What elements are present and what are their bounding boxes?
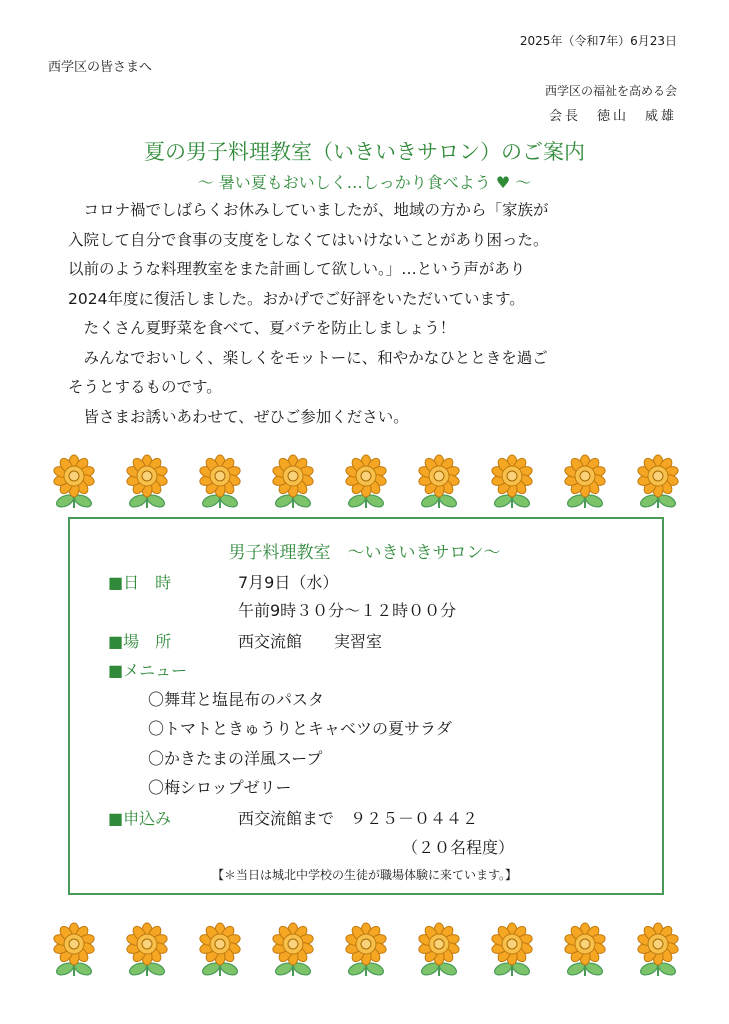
place-row xyxy=(108,629,171,652)
heart-icon: ♥ xyxy=(495,173,511,192)
menu-row xyxy=(108,658,187,681)
body-line: 入院して自分で食事の支度をしなくてはいけないことがあり困った。 xyxy=(68,230,549,249)
chair-name: 会長 徳山 威雄 xyxy=(548,109,677,124)
capacity: （２０名程度） xyxy=(402,838,515,857)
sunflower-icon xyxy=(632,454,684,510)
sunflower-icon xyxy=(486,922,538,978)
date-value: 7月9日（水） xyxy=(238,573,339,592)
event-title: 男子料理教室 ～いきいきサロン～ xyxy=(228,543,501,563)
body-line: 皆さまお誘いあわせて、ぜひご参加ください。 xyxy=(68,407,409,426)
body-text xyxy=(68,196,668,432)
sunflower-icon xyxy=(121,922,173,978)
body-line: たくさん夏野菜を食べて、夏バテを防止しましょう！ xyxy=(68,319,456,337)
sunflower-icon xyxy=(48,454,100,510)
sunflower-border-bottom xyxy=(48,922,684,978)
subtitle-text: ～ 暑い夏もおいしく…しっかり食べよう xyxy=(197,173,491,192)
sunflower-icon xyxy=(267,454,319,510)
recipient: 西学区の皆さまへ xyxy=(48,60,153,75)
menu-item: 〇梅シロップゼリー xyxy=(148,778,292,797)
sunflower-icon xyxy=(340,922,392,978)
body-line: みんなでおいしく、楽しくをモットーに、和やかなひとときを過ご xyxy=(68,348,548,367)
apply-value: 西交流館まで ９２５－０４４２ xyxy=(238,809,479,828)
apply-row xyxy=(108,806,171,829)
sunflower-icon xyxy=(413,922,465,978)
sunflower-icon xyxy=(194,454,246,510)
square-bullet-icon: ■ xyxy=(108,573,124,592)
body-line: 以前のような料理教室をまた計画して欲しい。」…という声があり xyxy=(68,260,526,278)
sunflower-icon xyxy=(121,454,173,510)
body-line: 2024年度に復活しました。おかげでご好評をいただいています。 xyxy=(68,289,525,308)
square-bullet-icon: ■ xyxy=(108,632,124,651)
sunflower-icon xyxy=(632,922,684,978)
body-line: コロナ禍でしばらくお休みしていましたが、地域の方から「家族が xyxy=(68,201,549,219)
page-subtitle xyxy=(0,170,729,193)
place-value: 西交流館 実習室 xyxy=(238,632,383,651)
place-label: 場 所 xyxy=(123,632,172,651)
time-value: 午前9時３０分～１２時００分 xyxy=(238,601,457,620)
sunflower-icon xyxy=(267,922,319,978)
menu-item: 〇かきたまの洋風スープ xyxy=(148,749,323,768)
sunflower-border-top xyxy=(48,454,684,510)
sunflower-icon xyxy=(194,922,246,978)
square-bullet-icon: ■ xyxy=(108,809,124,828)
sunflower-icon xyxy=(559,922,611,978)
sunflower-icon xyxy=(413,454,465,510)
page-title: 夏の男子料理教室（いきいきサロン）のご案内 xyxy=(144,140,585,164)
subtitle-end: ～ xyxy=(515,173,532,192)
date-label: 日 時 xyxy=(123,573,172,592)
sunflower-icon xyxy=(340,454,392,510)
date-row xyxy=(108,570,171,593)
sunflower-icon xyxy=(48,922,100,978)
square-bullet-icon: ■ xyxy=(108,661,124,680)
menu-item: 〇トマトときゅうりとキャベツの夏サラダ xyxy=(148,719,452,738)
menu-label: メニュー xyxy=(123,661,188,680)
apply-label: 申込み xyxy=(123,809,172,828)
event-note: 【＊当日は城北中学校の生徒が職場体験に来ています。】 xyxy=(211,868,518,882)
organization-name: 西学区の福祉を高める会 xyxy=(544,84,677,98)
document-date: 2025年（令和7年）6月23日 xyxy=(519,34,677,48)
menu-item: 〇舞茸と塩昆布のパスタ xyxy=(148,690,325,709)
body-line: そうとするものです。 xyxy=(68,378,222,396)
sunflower-icon xyxy=(559,454,611,510)
sunflower-icon xyxy=(486,454,538,510)
